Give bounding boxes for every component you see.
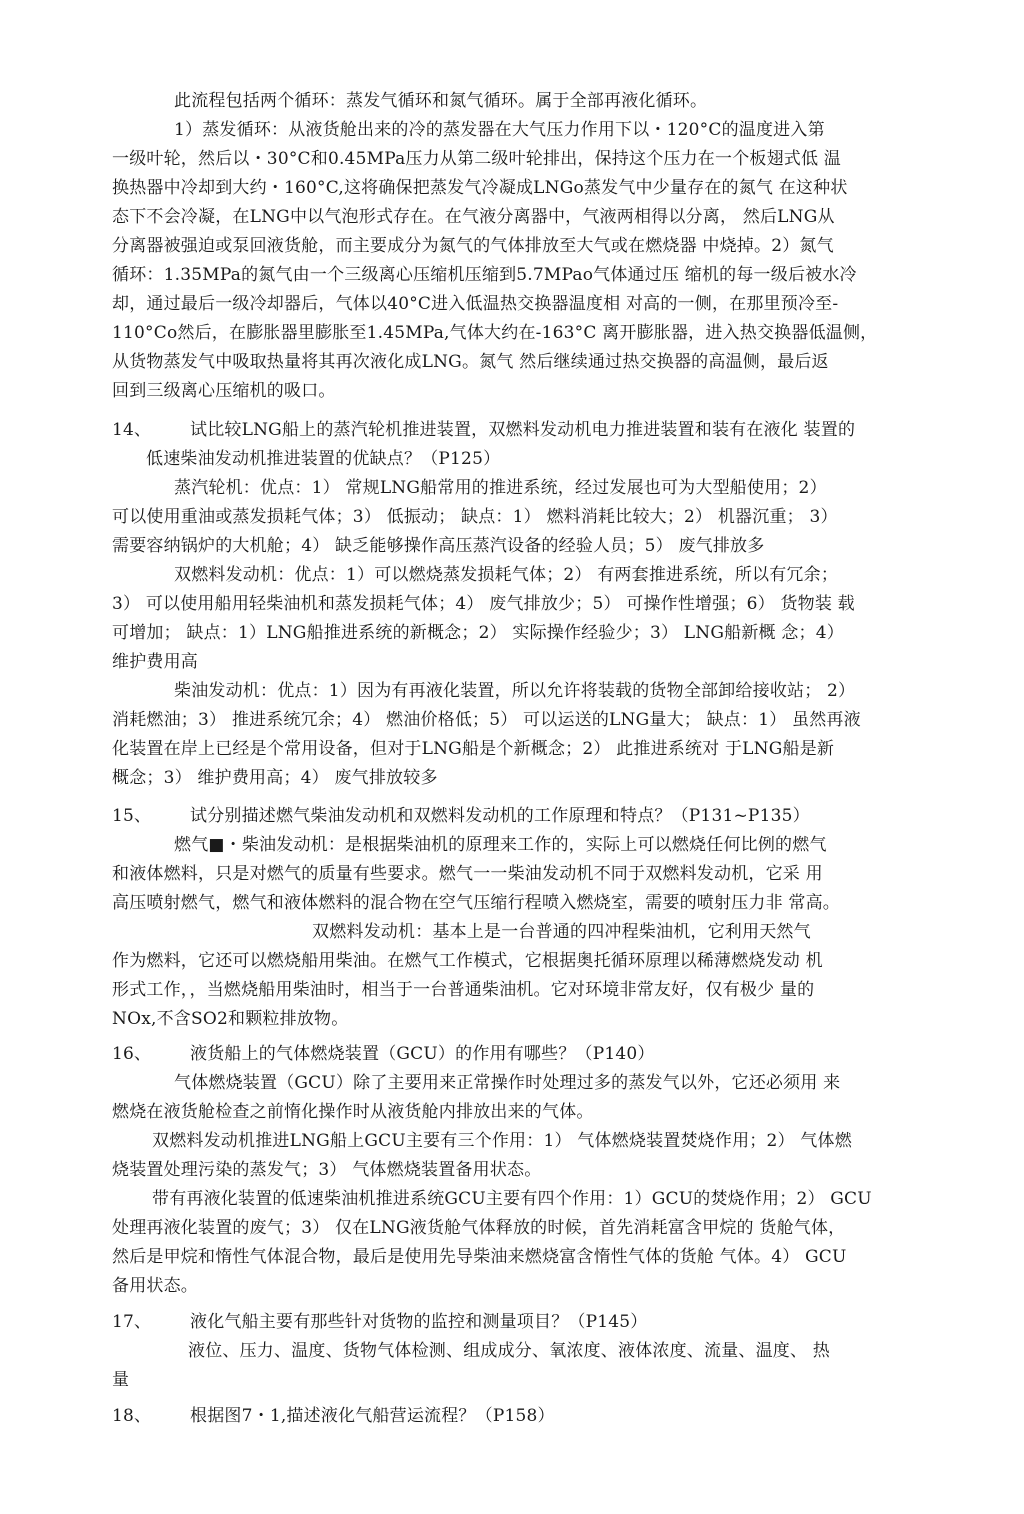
question-16-line — [112, 1040, 912, 1069]
question-number: 15、 — [112, 806, 152, 826]
text-line: 带有再液化装置的低速柴油机推进系统GCU主要有四个作用：1）GCU的焚烧作用；2） GCU — [152, 1189, 872, 1209]
text-line: NOx,不含SO2和颗粒排放物。 — [112, 1009, 349, 1029]
text-line: 烧装置处理污染的蒸发气；3） 气体燃烧装置备用状态。 — [112, 1160, 542, 1180]
text-line: 概念；3） 维护费用高；4） 废气排放较多 — [112, 768, 438, 788]
question-text: 试比较LNG船上的蒸汽轮机推进装置，双燃料发动机电力推进装置和装有在液化 装置的 — [190, 420, 856, 440]
text-line: 3） 可以使用船用轻柴油机和蒸发损耗气体；4） 废气排放少；5） 可操作性增强；6） 货物装 载 — [112, 594, 855, 614]
question-number: 18、 — [112, 1406, 152, 1426]
text-line: 蒸汽轮机：优点：1） 常规LNG船常用的推进系统，经过发展也可为大型船使用；2） — [174, 478, 827, 498]
intro-section — [112, 87, 912, 406]
text-line: 可以使用重油或蒸发损耗气体；3） 低振动； 缺点：1） 燃料消耗比较大；2） 机器沉重； 3） — [112, 507, 838, 527]
text-line: 备用状态。 — [112, 1276, 198, 1296]
question-text: 根据图7・1,描述液化气船营运流程？（P158） — [190, 1406, 555, 1426]
text-line: 维护费用高 — [112, 652, 198, 672]
text-line: 110°Co然后，在膨胀器里膨胀至1.45MPa,气体大约在-163°C 离开膨胀器，进入热交换器低温侧， — [112, 323, 878, 343]
text-line: 然后是甲烷和惰性气体混合物，最后是使用先导柴油来燃烧富含惰性气体的货舱 气体。4） GCU — [112, 1247, 847, 1267]
text-line: 柴油发动机：优点：1）因为有再液化装置，所以允许将装载的货物全部卸给接收站； 2） — [174, 681, 856, 701]
text-line: 从货物蒸发气中吸取热量将其再次液化成LNG。氮气 然后继续通过热交换器的高温侧，最后返 — [112, 352, 829, 372]
question-14-section — [112, 416, 912, 793]
text-line: 形式工作，，当燃烧船用柴油时，相当于一台普通柴油机。它对环境非常友好，仅有极少 量的 — [112, 980, 815, 1000]
text-line: 分离器被强迫或泵回液货舱，而主要成分为氮气的气体排放至大气或在燃烧器 中烧掉。2）氮气 — [112, 236, 834, 256]
text-line: 一级叶轮，然后以・30°C和0.45MPa压力从第二级叶轮排出，保持这个压力在一个板翅式低 温 — [112, 149, 842, 169]
text-line: 循环：1.35MPa的氮气由一个三级离心压缩机压缩到5.7MPao气体通过压 缩机的每一级后被水冷 — [112, 265, 857, 285]
question-number: 16、 — [112, 1044, 152, 1064]
question-number: 17、 — [112, 1312, 152, 1332]
question-text: 液化气船主要有那些针对货物的监控和测量项目？（P145） — [190, 1312, 648, 1332]
text-line: 和液体燃料，只是对燃气的质量有些要求。燃气一一柴油发动机不同于双燃料发动机，它采 用 — [112, 864, 823, 884]
question-15-line — [112, 802, 912, 831]
text-line: 态下不会冷凝，在LNG中以气泡形式存在。在气液分离器中，气液两相得以分离， 然后LNG从 — [112, 207, 835, 227]
text-line: 消耗燃油；3） 推进系统冗余；4） 燃油价格低；5） 可以运送的LNG量大； 缺点：1） 虽然再液 — [112, 710, 861, 730]
text-line: 双燃料发动机推进LNG船上GCU主要有三个作用：1） 气体燃烧装置焚烧作用；2） 气体燃 — [152, 1131, 852, 1151]
text-line: 换热器中冷却到大约・160°C,这将确保把蒸发气冷凝成LNGo蒸发气中少量存在的氮气 在这种状 — [112, 178, 848, 198]
text-line: 1）蒸发循环：从液货舱出来的冷的蒸发器在大气压力作用下以・120°C的温度进入第 — [174, 120, 825, 140]
question-15-section — [112, 802, 912, 1034]
text-line: 燃气■・柴油发动机：是根据柴油机的原理来工作的，实际上可以燃烧任何比例的燃气 — [174, 835, 827, 855]
question-number: 14、 — [112, 420, 152, 440]
text-line: 回到三级离心压缩机的吸口。 — [112, 381, 336, 401]
text-line: 双燃料发动机：优点：1）可以燃烧蒸发损耗气体；2） 有两套推进系统，所以有冗余； — [174, 565, 839, 585]
question-text: 试分别描述燃气柴油发动机和双燃料发动机的工作原理和特点？（P131~P135） — [190, 806, 810, 826]
question-17-section — [112, 1308, 912, 1395]
question-18-section — [112, 1402, 912, 1431]
text-line: 处理再液化装置的废气；3） 仅在LNG液货舱气体释放的时候，首先消耗富含甲烷的 货舱气体， — [112, 1218, 846, 1238]
question-text-continued: 低速柴油发动机推进装置的优缺点？（P125） — [146, 449, 501, 469]
text-line: 需要容纳锅炉的大机舱；4） 缺乏能够操作高压蒸汽设备的经验人员；5） 废气排放多 — [112, 536, 765, 556]
text-line: 化装置在岸上已经是个常用设备，但对于LNG船是个新概念；2） 此推进系统对 于LNG船是新 — [112, 739, 835, 759]
text-line: 可增加； 缺点：1）LNG船推进系统的新概念；2） 实际操作经验少；3） LNG船新概 念；4） — [112, 623, 844, 643]
text-line: 此流程包括两个循环：蒸发气循环和氮气循环。属于全部再液化循环。 — [174, 91, 708, 111]
question-18-line — [112, 1402, 912, 1431]
text-line: 却，通过最后一级冷却器后，气体以40°C进入低温热交换器温度相 对高的一侧，在那里预冷至- — [112, 294, 839, 314]
text-line: 双燃料发动机：基本上是一台普通的四冲程柴油机，它利用天然气 — [312, 922, 811, 942]
text-line: 燃烧在液货舱检查之前惰化操作时从液货舱内排放出来的气体。 — [112, 1102, 594, 1122]
question-16-section — [112, 1040, 912, 1301]
question-14-line — [112, 416, 912, 445]
text-line: 气体燃烧装置（GCU）除了主要用来正常操作时处理过多的蒸发气以外，它还必须用 来 — [174, 1073, 841, 1093]
text-line: 作为燃料，它还可以燃烧船用柴油。在燃气工作模式，它根据奥托循环原理以稀薄燃烧发动 机 — [112, 951, 823, 971]
text-line: 液位、压力、温度、货物气体检测、组成成分、氧浓度、液体浓度、流量、温度、 热 — [188, 1341, 831, 1361]
question-17-line — [112, 1308, 912, 1337]
text-line: 高压喷射燃气，燃气和液体燃料的混合物在空气压缩行程喷入燃烧室，需要的喷射压力非 常高。 — [112, 893, 841, 913]
question-text: 液货船上的气体燃烧装置（GCU）的作用有哪些？（P140） — [190, 1044, 655, 1064]
text-line: 量 — [112, 1370, 130, 1390]
